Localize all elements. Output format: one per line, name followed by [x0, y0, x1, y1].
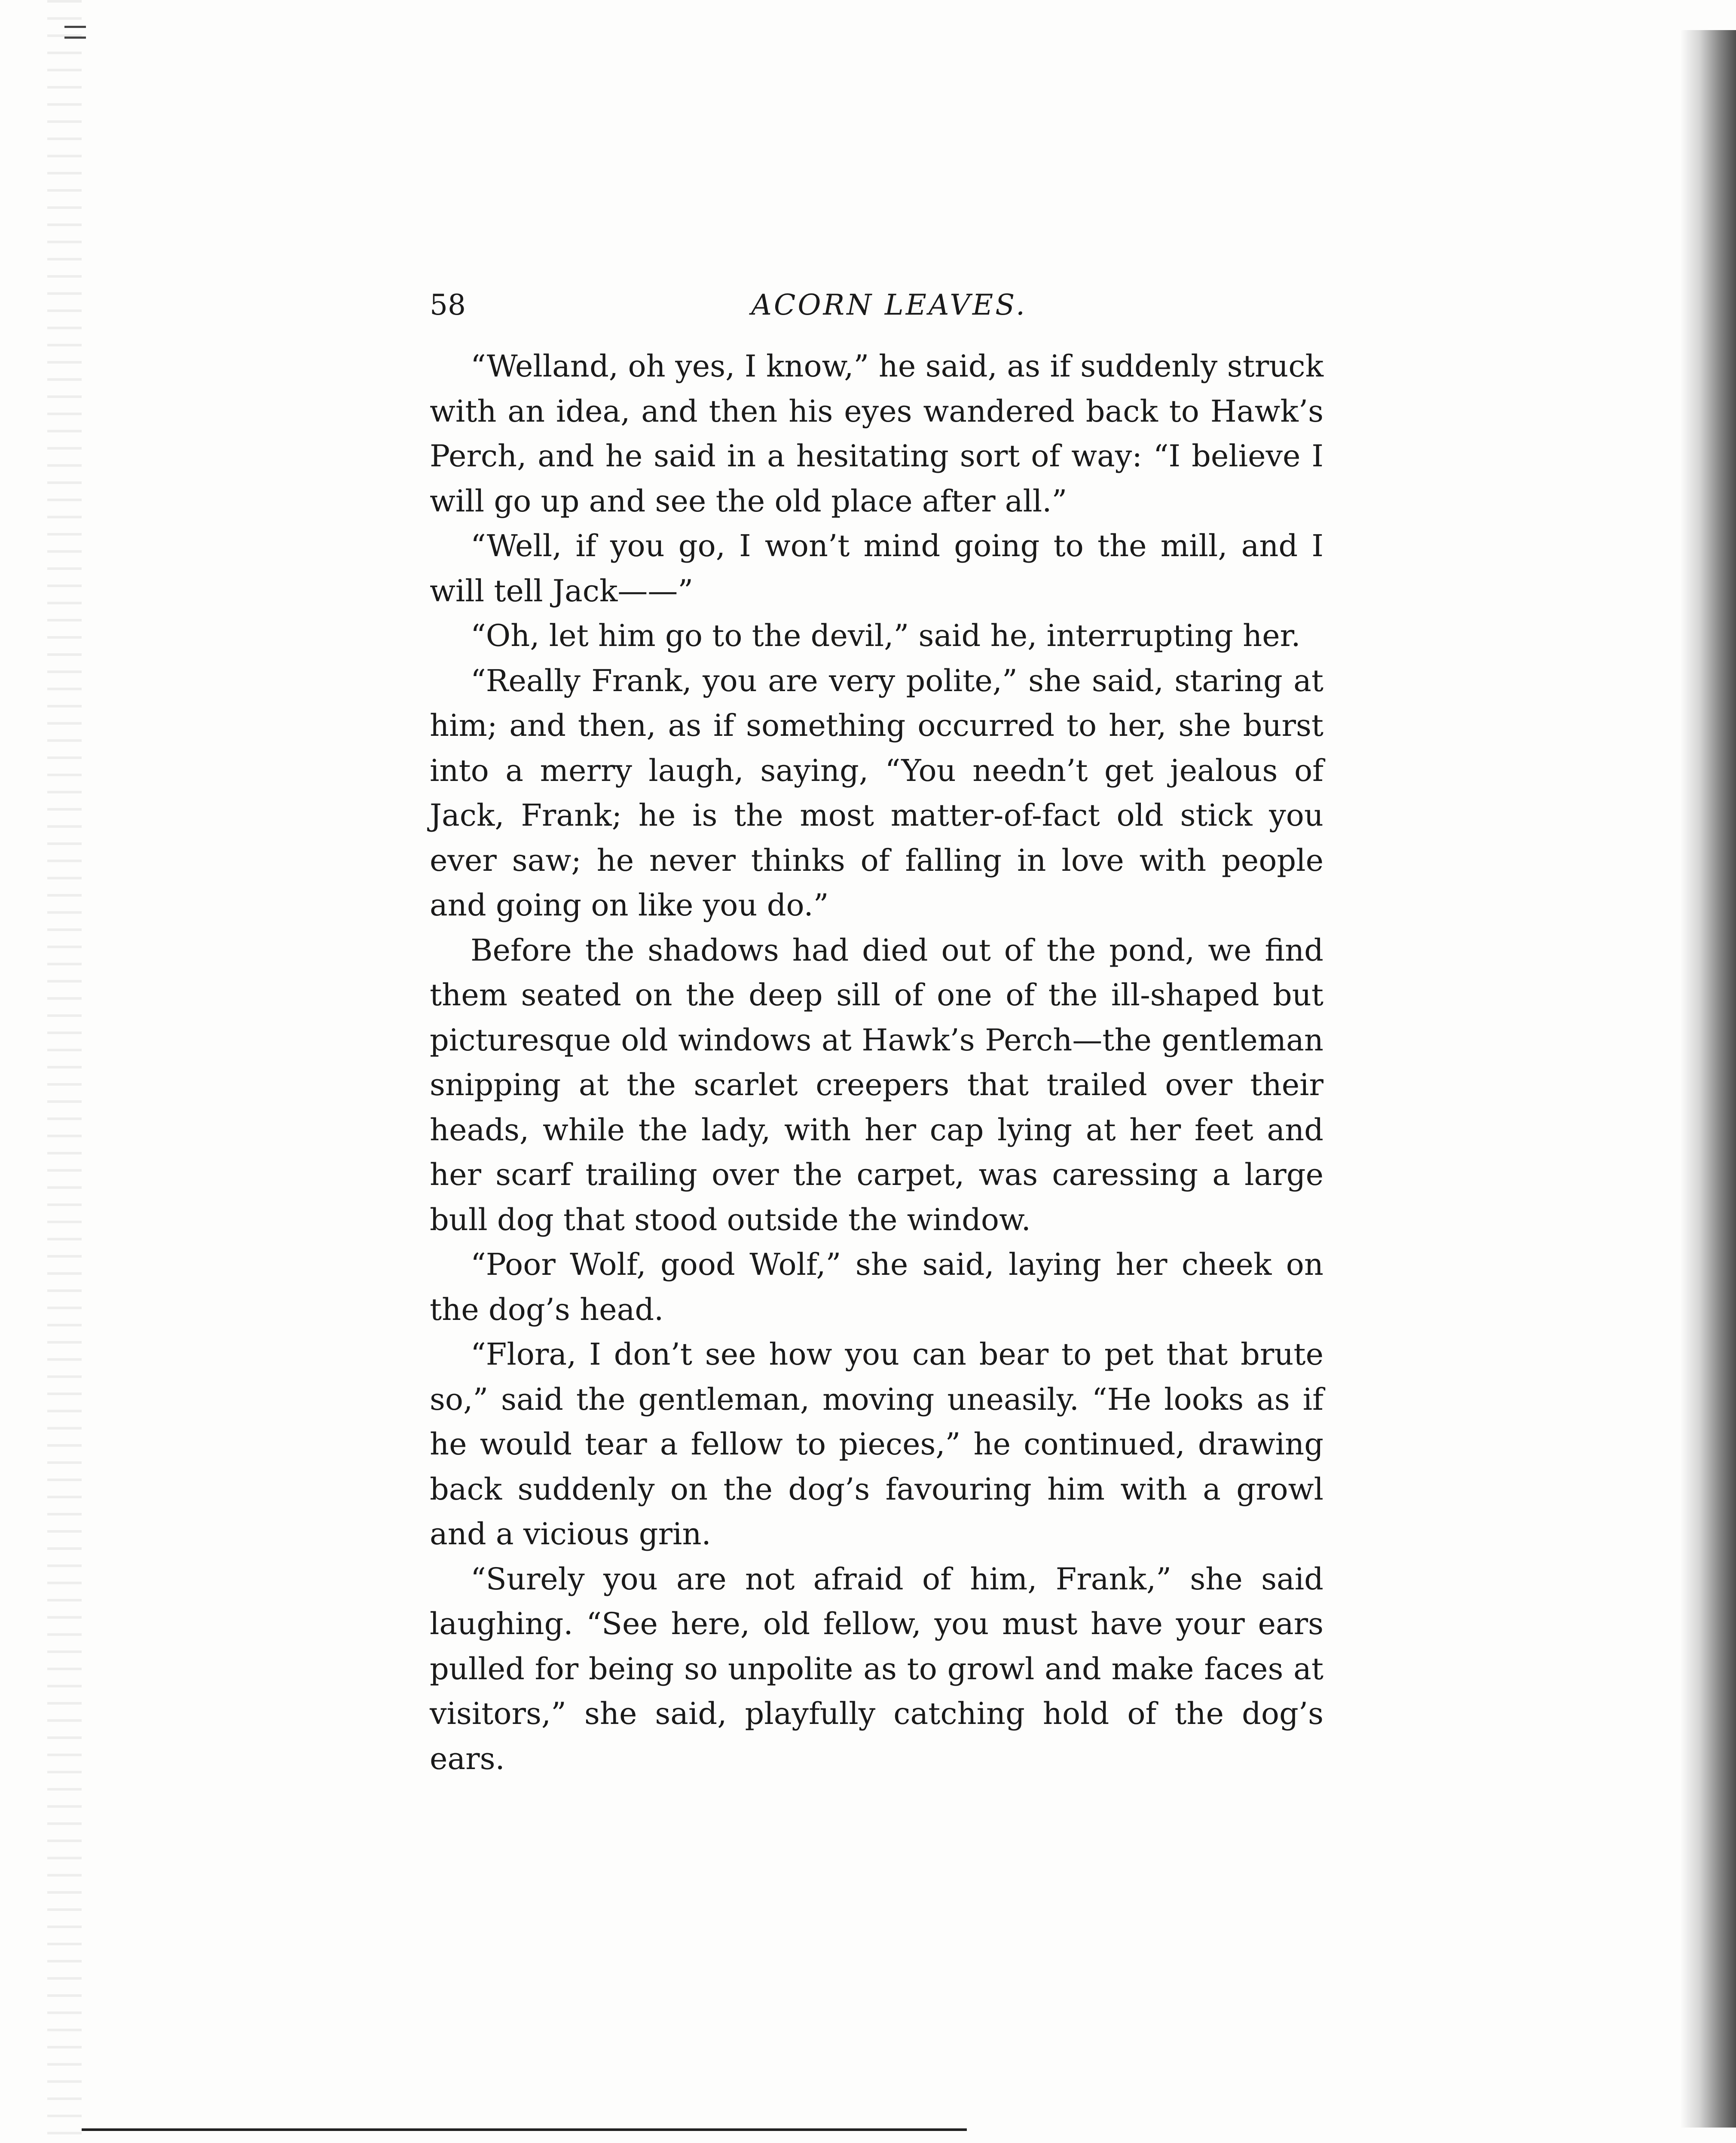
running-header: [430, 282, 1315, 329]
paragraph: “Oh, let him go to the devil,” said he, interrupting her.: [471, 618, 1301, 653]
paragraph: “Flora, I don’t see how you can bear to pet that brute so,” said the gentleman, moving uneasily. “He looks as if he would tear a fellow to pieces,” he continued, drawing back suddenly on the dog’s favouring him with a growl and a vicious grin.: [430, 1337, 1323, 1552]
body-text: [430, 344, 1323, 1781]
paragraph: Before the shadows had died out of the pond, we find them seated on the deep sill of one of the ill-shaped but picturesque old windows at Hawk’s Perch—the gentleman snipping at the scarlet creepers that trailed over their heads, while the lady, with her cap lying at her feet and her scarf trailing over the carpet, was caressing a large bull dog that stood outside the window.: [430, 932, 1323, 1237]
paragraph: “Well, if you go, I won’t mind going to the mill, and I will tell Jack——”: [430, 528, 1323, 609]
scan-bottom-rule: [82, 2128, 967, 2131]
paragraph: “Surely you are not afraid of him, Frank,” she said laughing. “See here, old fellow, you must have your ears pulled for being so unpolite as to growl and make faces at visitors,” she said, playfully catching hold of the dog’s ears.: [430, 1561, 1323, 1776]
running-title: ACORN LEAVES.: [751, 288, 1027, 321]
paragraph: “Poor Wolf, good Wolf,” she said, laying her cheek on the dog’s head.: [430, 1247, 1323, 1327]
scan-right-edge: [1680, 30, 1736, 2128]
paragraph: “Really Frank, you are very polite,” she said, staring at him; and then, as if something occurred to her, she burst into a merry laugh, saying, “You needn’t get jealous of Jack, Frank; he is the most matter-of-fact old stick you ever saw; he never thinks of falling in love with people and going on like you do.”: [430, 663, 1323, 923]
scan-left-edge: [47, 0, 82, 2143]
paragraph: “Welland, oh yes, I know,” he said, as if suddenly struck with an idea, and then his eyes wandered back to Hawk’s Perch, and he said in a hesitating sort of way: “I believe I will go up and see the old place after all.”: [430, 349, 1323, 519]
page-number: 58: [430, 288, 466, 321]
